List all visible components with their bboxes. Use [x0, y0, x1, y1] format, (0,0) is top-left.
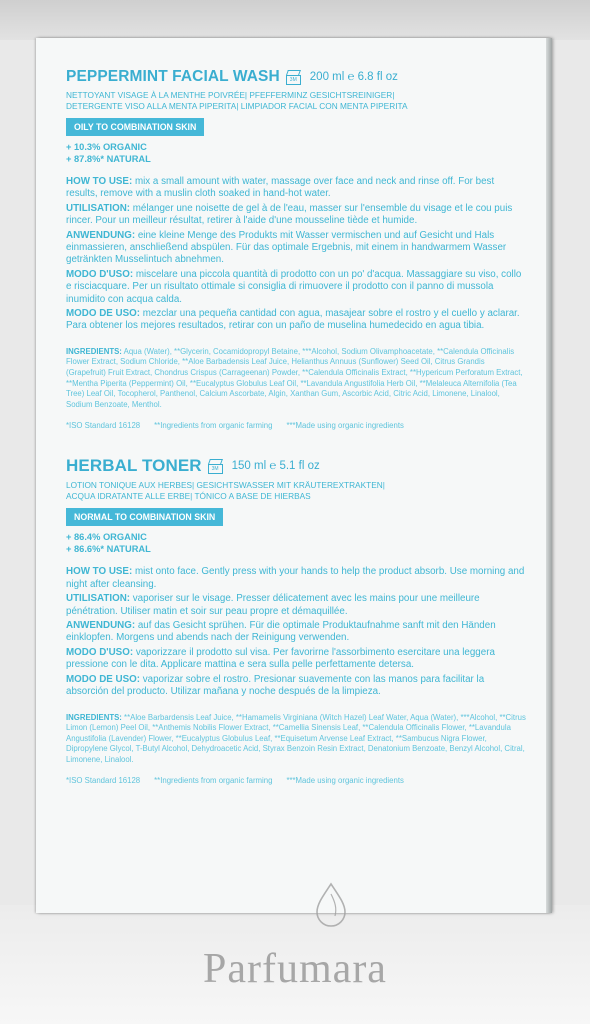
product-section-herbal-toner: [66, 456, 526, 785]
footnote: *ISO Standard 16128: [66, 421, 141, 431]
how-to-use: [66, 566, 526, 698]
howto-fr: UTILISATION: vaporiser sur le visage. Presser délicatement avec les mains pour une meilleure pénétration. Utiliser matin et soir sur peau propre et démaquillée.: [66, 593, 480, 617]
product-size: 200 ml ℮ 6.8 fl oz: [309, 71, 398, 83]
howto-de: ANWENDUNG: eine kleine Menge des Produkts mit Wasser vermischen und auf Gesicht und Hals einmassieren, anschließend abspülen. Für das optimale Ergebnis, mit einem in handwarmem Wasser getränkten Musselintuch abnehmen.: [66, 229, 507, 266]
product-section-peppermint: [66, 68, 526, 430]
pao-jar-icon: 3M: [208, 459, 222, 473]
translation-line: LOTION TONIQUE AUX HERBES| GESICHTSWASSER MIT KRÄUTEREXTRAKTEN|: [66, 480, 385, 491]
translation-line: DETERGENTE VISO ALLA MENTA PIPERITA| LIMPIADOR FACIAL CON MENTA PIPERITA: [66, 101, 408, 111]
howto-fr: UTILISATION: mélanger une noisette de gel à de l'eau, masser sur l'ensemble du visage et le cou puis rincer. Pour un meilleur résultat, retirer à l'aide d'une mousseline tiède et humide.: [66, 202, 513, 227]
watermark-logo: Parfumara: [203, 946, 387, 992]
footnote: ***Made using organic ingredients: [286, 421, 404, 431]
product-box: [36, 38, 551, 913]
howto-es: MODO DE USO: vaporizar sobre el rostro. Presionar suavemente con las manos para facilitar la absorción del producto. Utilizar mañana y noche después de la limpieza.: [66, 673, 485, 698]
organic-percent: + 86.4% ORGANIC: [66, 532, 147, 543]
product-title: PEPPERMINT FACIAL WASH: [66, 68, 280, 85]
product-header: [66, 68, 526, 86]
organic-percent: + 10.3% ORGANIC: [66, 142, 147, 152]
howto-en: HOW TO USE: mix a small amount with water, massage over face and neck and rinse off. For best results, remove with a muslin cloth soaked in hand-hot water.: [66, 176, 495, 200]
footnote: ***Made using organic ingredients: [286, 776, 404, 786]
skin-type-badge: NORMAL TO COMBINATION SKIN: [66, 508, 223, 526]
background-top: [0, 0, 590, 40]
footnotes: [66, 776, 526, 785]
product-title: HERBAL TONER: [66, 456, 202, 476]
skin-type-badge: OILY TO COMBINATION SKIN: [66, 118, 204, 136]
pao-jar-icon: 3M: [286, 70, 300, 84]
product-translations: [66, 90, 526, 112]
natural-percent: + 86.6%* NATURAL: [66, 543, 151, 554]
box-side-edge: [546, 38, 552, 913]
organic-natural-stats: [66, 142, 526, 165]
footnote: **Ingredients from organic farming: [154, 421, 273, 431]
howto-en: HOW TO USE: mist onto face. Gently press with your hands to help the product absorb. Use morning and night after cleansing.: [66, 566, 525, 590]
product-translations: [66, 480, 526, 502]
product-header: [66, 456, 526, 476]
footnotes: [66, 421, 526, 430]
box-label: [66, 62, 526, 785]
how-to-use: [66, 176, 526, 333]
organic-natural-stats: [66, 532, 526, 555]
natural-percent: + 87.8%* NATURAL: [66, 153, 151, 164]
product-size: 150 ml ℮ 5.1 fl oz: [231, 460, 320, 473]
footnote: **Ingredients from organic farming: [154, 776, 273, 786]
footnote: *ISO Standard 16128: [66, 776, 141, 786]
howto-es: MODO DE USO: mezclar una pequeña cantidad con agua, masajear sobre el rostro y el cuello y aclarar. Para obtener los mejores resultados, retirar con un paño de muselina humedecido en agua tibia.: [66, 308, 520, 332]
howto-it: MODO D'USO: miscelare una piccola quantità di prodotto con un po' d'acqua. Massaggiare su viso, collo e risciacquare. Per un risultato ottimale si consiglia di rimuovere il prodotto con il panno di mussola inumidito con acqua calda.: [66, 268, 522, 305]
ingredients-list: INGREDIENTS: Aqua (Water), **Glycerin, Cocamidopropyl Betaine, ***Alcohol, Sodium Olivamphoacetate, **Calendula Officinalis Flower Extract, Sodium Chloride, **Aloe Barbadensis Leaf Juice, Helianthus Annuus (Sunflower) Seed Oil, Citrus Grandis (Grapefruit) Fruit Extract, Chondrus Crispus (Carrageenan) Powder, **Calendula Officinalis Extract, **Hypericum Perforatum Extract, **Mentha Piperita (Peppermint) Oil, **Eucalyptus Globulus Leaf Oil, **Lavandula Angustifolia Herb Oil, **Melaleuca Alternifolia (Tea Tree) Leaf Oil, Tocopherol, Panthenol, Calcium Ascorbate, Algin, Xanthan Gum, Ascorbic Acid, Citric Acid, Limonene, Linalool, Sodium Benzoate, Menthol.: [66, 346, 523, 409]
translation-line: ACQUA IDRATANTE ALLE ERBE| TÓNICO A BASE DE HIERBAS: [66, 491, 311, 502]
ingredients-list: INGREDIENTS: **Aloe Barbardensis Leaf Juice, **Hamamelis Virginiana (Witch Hazel) Leaf Water, Aqua (Water), ***Alcohol, **Citrus Limon (Lemon) Peel Oil, **Anthemis Nobilis Flower Extract, **Camellia Sinensis Leaf, **Calendula Officinalis Flower, **Lavandula Angustifolia (Lavender) Flower, **Eucalyptus Globulus Leaf, **Equisetum Arvense Leaf Extract, **Sambucus Nigra Flower, Dipropylene Glycol, T-Butyl Alcohol, Dehydroacetic Acid, Styrax Benzoin Resin Extract, Denatonium Benzoate, Benzyl Alcohol, Citral, Limonene, Linalool.: [66, 712, 526, 764]
water-drop-icon: [311, 880, 351, 930]
howto-de: ANWENDUNG: auf das Gesicht sprühen. Für die optimale Produktaufnahme sanft mit den Händen einklopfen. Morgens und abends nach der Reinigung verwenden.: [66, 620, 496, 644]
howto-it: MODO D'USO: vaporizzare il prodotto sul visa. Per favorirne l'assorbimento esercitare una leggera pressione con le dita. Applicare mattina e sera sulla pelle perfettamente detersa.: [66, 646, 495, 671]
translation-line: NETTOYANT VISAGE À LA MENTHE POIVRÉE| PFEFFERMINZ GESICHTSREINIGER|: [66, 90, 395, 100]
